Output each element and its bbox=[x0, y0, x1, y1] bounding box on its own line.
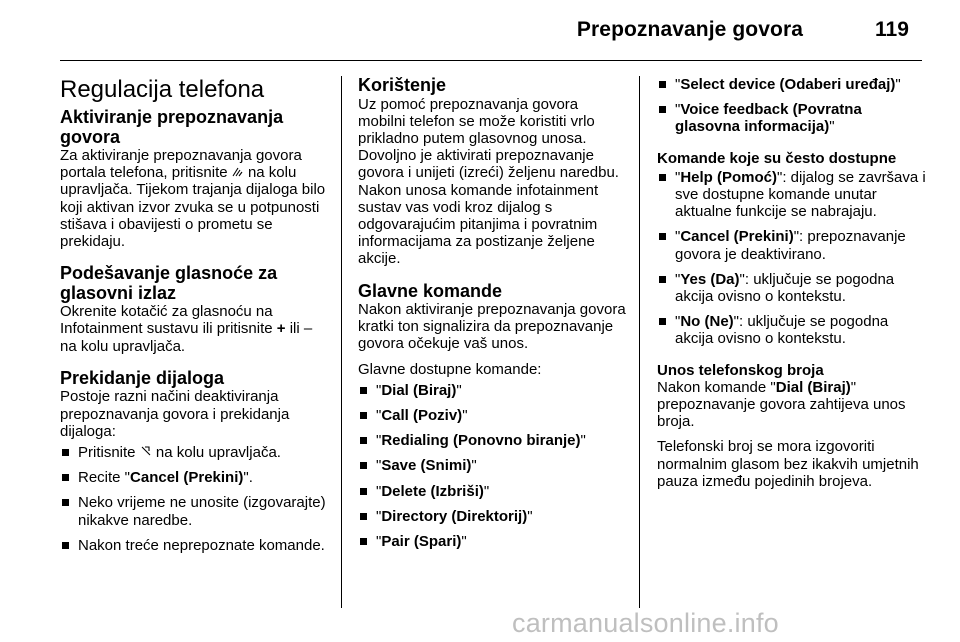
command-label: Pair (Spari) bbox=[381, 533, 462, 551]
command-label: Voice feedback (Povratna glasovna informacija) bbox=[675, 101, 862, 136]
list-item: "No (Ne)": uključuje se pogodna akcija ovisno o kontekstu. bbox=[657, 313, 927, 347]
paragraph bbox=[60, 303, 326, 355]
text: na kolu upravljača. bbox=[155, 443, 281, 461]
list-item: "Pair (Spari)" bbox=[358, 533, 628, 550]
voice-command-icon bbox=[232, 164, 244, 181]
list-item: "Save (Snimi)" bbox=[358, 457, 628, 474]
paragraph: Uz pomoć prepoznavanja govora mobilni telefon se može koristiti vrlo prikladno putem glasovnog unosa. Dovoljno je aktivirati prepoznavanje govora i unijeti (izreći) željenu naredbu. Nakon unosa komande infotainment sustav vas vodi kroz dijalog s odgovarajućim pitanjima i povratnim informacijama za postizanje željene akcije. bbox=[358, 95, 619, 268]
list-item: "Select device (Odaberi uređaj)" bbox=[657, 76, 927, 93]
command-label: Cancel (Prekini) bbox=[680, 228, 794, 246]
text: ili bbox=[289, 320, 300, 338]
running-title: Prepoznavanje govora bbox=[576, 18, 803, 41]
paragraph bbox=[657, 379, 927, 431]
text: Recite " bbox=[78, 469, 131, 487]
subsection-heading: Podešavanje glasnoće za glasovni izlaz bbox=[60, 263, 278, 303]
command-list bbox=[657, 169, 927, 348]
subsection-heading: Prekidanje dijaloga bbox=[60, 367, 225, 388]
paragraph bbox=[60, 147, 326, 250]
list-item: "Redialing (Ponovno biranje)" bbox=[358, 432, 628, 449]
list-item: "Yes (Da)": uključuje se pogodna akcija ovisno o kontekstu. bbox=[657, 271, 927, 305]
list-item: Nakon treće neprepoznate komande. bbox=[60, 537, 326, 554]
command-label: Directory (Direktorij) bbox=[381, 507, 528, 525]
column-1 bbox=[60, 76, 326, 562]
paragraph: Glavne dostupne komande: bbox=[358, 360, 542, 378]
text: " prepoznavanje govora zahtijeva unos broja. bbox=[657, 378, 906, 431]
column-divider-1 bbox=[341, 76, 342, 608]
list-item: "Voice feedback (Povratna glasovna informacija)" bbox=[657, 101, 927, 135]
list-item: "Call (Poziv)" bbox=[358, 407, 628, 424]
subsection-heading: Unos telefonskog broja bbox=[657, 361, 824, 379]
command-label: Dial (Biraj) bbox=[775, 378, 851, 396]
text: Za aktiviranje prepoznavanja govora portala telefona, pritisnite bbox=[60, 147, 302, 182]
column-2 bbox=[358, 76, 628, 558]
command-label: Redialing (Ponovno biranje) bbox=[381, 432, 581, 450]
watermark: carmanualsonline.info bbox=[512, 608, 779, 638]
text: na kolu upravljača. Tijekom trajanja dijaloga bilo koji aktivan izvor zvuka se u potpunosti stišava i obavijesti o prometu se prekidaju. bbox=[60, 164, 326, 251]
command-description: : uključuje se pogodna akcija ovisno o kontekstu. bbox=[675, 313, 889, 348]
phone-hangup-icon bbox=[140, 444, 152, 461]
command-list bbox=[657, 76, 927, 136]
text: ". bbox=[243, 469, 253, 487]
column-divider-2 bbox=[639, 76, 640, 608]
list-item bbox=[60, 469, 326, 486]
text: na kolu upravljača. bbox=[60, 337, 186, 355]
subsection-heading: Glavne komande bbox=[358, 280, 503, 301]
command-label: Call (Poziv) bbox=[381, 407, 463, 425]
paragraph: Telefonski broj se mora izgovoriti normalnim glasom bez ikakvih umjetnih pauza između pojedinih brojeva. bbox=[657, 438, 919, 490]
command-description: : dijalog se završava i sve dostupne komande unutar aktualne funkcije se nabrajaju. bbox=[675, 168, 926, 221]
subsection-heading: Aktiviranje prepoznavanja govora bbox=[60, 107, 284, 147]
command-description: : prepoznavanje govora je deaktivirano. bbox=[675, 228, 906, 263]
paragraph: Postoje razni načini deaktiviranja prepoznavanja govora i prekidanja dijaloga: bbox=[60, 388, 290, 440]
list-item: "Directory (Direktorij)" bbox=[358, 508, 628, 525]
command-label: Save (Snimi) bbox=[381, 457, 472, 475]
command-label: Help (Pomoć) bbox=[680, 168, 778, 186]
column-3 bbox=[657, 76, 927, 490]
command-label: Cancel (Prekini) bbox=[130, 469, 244, 487]
text: Okrenite kotačić za glasnoću na Infotainment sustavu ili pritisnite bbox=[60, 303, 273, 338]
subsection-heading: Korištenje bbox=[358, 75, 447, 95]
list-item: Neko vrijeme ne unosite (izgovarajte) nikakve naredbe. bbox=[60, 494, 326, 528]
minus-symbol: – bbox=[303, 320, 313, 338]
command-label: No (Ne) bbox=[680, 313, 734, 331]
plus-symbol: + bbox=[276, 320, 286, 338]
text: Pritisnite bbox=[78, 443, 136, 461]
command-list bbox=[358, 382, 628, 550]
list-item: "Delete (Izbriši)" bbox=[358, 483, 628, 500]
list-item: "Cancel (Prekini)": prepoznavanje govora je deaktivirano. bbox=[657, 228, 927, 262]
section-heading: Regulacija telefona bbox=[60, 76, 265, 103]
command-label: Delete (Izbriši) bbox=[381, 482, 484, 500]
list-item: "Dial (Biraj)" bbox=[358, 382, 628, 399]
subsection-heading: Komande koje su često dostupne bbox=[657, 149, 897, 167]
page-number: 119 bbox=[875, 18, 909, 41]
command-label: Dial (Biraj) bbox=[381, 381, 457, 399]
command-description: : uključuje se pogodna akcija ovisno o kontekstu. bbox=[675, 270, 895, 306]
paragraph: Nakon aktiviranje prepoznavanja govora kratki ton signalizira da prepoznavanje govora očekuje vaš unos. bbox=[358, 301, 626, 353]
list-item: "Help (Pomoć)": dijalog se završava i sve dostupne komande unutar aktualne funkcije se nabrajaju. bbox=[657, 169, 927, 221]
list-item bbox=[60, 444, 326, 461]
header-divider bbox=[60, 60, 922, 61]
bullet-list bbox=[60, 444, 326, 554]
command-label: Yes (Da) bbox=[680, 270, 740, 288]
command-label: Select device (Odaberi uređaj) bbox=[680, 76, 896, 93]
text: Nakon komande " bbox=[657, 378, 776, 396]
